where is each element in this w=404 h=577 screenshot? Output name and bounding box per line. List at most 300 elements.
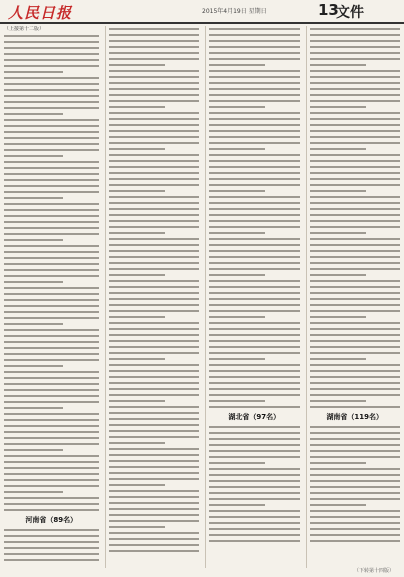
text-placeholder	[109, 202, 200, 205]
text-placeholder	[310, 250, 401, 253]
text-placeholder	[109, 454, 200, 457]
text-placeholder	[4, 263, 99, 266]
text-placeholder	[4, 257, 99, 260]
text-placeholder	[209, 46, 300, 49]
text-placeholder	[310, 462, 366, 465]
text-placeholder	[109, 544, 200, 547]
text-placeholder	[310, 328, 401, 331]
text-placeholder	[109, 490, 200, 493]
text-placeholder	[310, 304, 401, 307]
text-placeholder	[209, 504, 265, 507]
text-placeholder	[109, 388, 200, 391]
text-placeholder	[209, 202, 300, 205]
text-placeholder	[109, 244, 200, 247]
text-placeholder	[310, 498, 401, 501]
text-placeholder	[209, 316, 265, 319]
text-placeholder	[4, 395, 99, 398]
text-placeholder	[109, 298, 200, 301]
list-line	[310, 538, 401, 544]
text-placeholder	[209, 382, 300, 385]
name-list	[4, 527, 99, 563]
text-placeholder	[4, 101, 99, 104]
text-placeholder	[209, 136, 300, 139]
text-placeholder	[209, 178, 300, 181]
text-placeholder	[4, 455, 99, 458]
text-placeholder	[209, 160, 300, 163]
text-placeholder	[209, 322, 300, 325]
text-placeholder	[310, 220, 401, 223]
text-placeholder	[310, 58, 401, 61]
text-placeholder	[209, 28, 300, 31]
text-placeholder	[4, 113, 63, 116]
list-line	[209, 404, 300, 410]
text-placeholder	[209, 444, 300, 447]
text-placeholder	[310, 190, 366, 193]
text-placeholder	[4, 547, 99, 550]
text-placeholder	[310, 376, 401, 379]
continued-note: （下转第十四版）	[353, 568, 394, 574]
text-placeholder	[209, 154, 300, 157]
text-placeholder	[4, 359, 99, 362]
text-placeholder	[310, 438, 401, 441]
text-placeholder	[4, 143, 99, 146]
text-placeholder	[4, 149, 99, 152]
text-placeholder	[209, 64, 265, 67]
list-line	[209, 538, 300, 544]
text-placeholder	[310, 214, 401, 217]
page-number: 13	[318, 1, 339, 19]
text-placeholder	[209, 456, 300, 459]
text-placeholder	[209, 124, 300, 127]
text-placeholder	[109, 346, 200, 349]
text-placeholder	[109, 136, 200, 139]
name-list	[4, 33, 99, 513]
text-placeholder	[209, 88, 300, 91]
text-placeholder	[4, 497, 99, 500]
text-placeholder	[310, 268, 401, 271]
text-placeholder	[209, 304, 300, 307]
text-placeholder	[209, 298, 300, 301]
text-placeholder	[310, 382, 401, 385]
column-1	[4, 26, 99, 568]
text-placeholder	[209, 450, 300, 453]
text-placeholder	[109, 262, 200, 265]
text-placeholder	[209, 528, 300, 531]
text-placeholder	[209, 244, 300, 247]
text-placeholder	[310, 196, 401, 199]
text-placeholder	[4, 245, 99, 248]
text-placeholder	[4, 191, 99, 194]
text-placeholder	[4, 347, 99, 350]
text-placeholder	[310, 444, 401, 447]
text-placeholder	[310, 358, 366, 361]
text-placeholder	[4, 443, 99, 446]
text-placeholder	[310, 100, 401, 103]
text-placeholder	[310, 184, 401, 187]
text-placeholder	[4, 53, 99, 56]
list-line	[4, 507, 99, 513]
text-placeholder	[209, 268, 300, 271]
text-placeholder	[310, 450, 401, 453]
text-placeholder	[209, 394, 300, 397]
text-placeholder	[209, 52, 300, 55]
issue-date: 2015年4月19日 星期日	[202, 8, 267, 15]
text-placeholder	[310, 154, 401, 157]
text-placeholder	[109, 28, 200, 31]
text-placeholder	[209, 400, 265, 403]
text-placeholder	[4, 119, 99, 122]
text-placeholder	[109, 526, 165, 529]
text-placeholder	[109, 418, 200, 421]
text-placeholder	[209, 462, 265, 465]
text-placeholder	[310, 226, 401, 229]
text-placeholder	[209, 388, 300, 391]
text-placeholder	[109, 466, 200, 469]
text-placeholder	[109, 340, 200, 343]
text-placeholder	[4, 65, 99, 68]
text-placeholder	[109, 532, 200, 535]
text-placeholder	[4, 413, 99, 416]
text-placeholder	[310, 112, 401, 115]
text-placeholder	[109, 268, 200, 271]
text-placeholder	[109, 448, 200, 451]
text-placeholder	[4, 203, 99, 206]
text-placeholder	[209, 34, 300, 37]
text-placeholder	[209, 492, 300, 495]
text-placeholder	[109, 520, 200, 523]
text-placeholder	[209, 118, 300, 121]
text-placeholder	[109, 358, 165, 361]
text-placeholder	[4, 197, 63, 200]
text-placeholder	[209, 262, 300, 265]
text-placeholder	[4, 281, 63, 284]
text-placeholder	[310, 322, 401, 325]
text-placeholder	[310, 426, 401, 429]
text-placeholder	[109, 394, 200, 397]
text-placeholder	[310, 286, 401, 289]
text-placeholder	[209, 220, 300, 223]
text-placeholder	[4, 179, 99, 182]
text-placeholder	[209, 286, 300, 289]
text-placeholder	[209, 94, 300, 97]
text-placeholder	[109, 280, 200, 283]
text-placeholder	[310, 474, 401, 477]
text-placeholder	[4, 299, 99, 302]
text-placeholder	[310, 492, 401, 495]
text-placeholder	[4, 125, 99, 128]
text-placeholder	[209, 540, 300, 543]
text-placeholder	[4, 137, 99, 140]
text-placeholder	[109, 430, 200, 433]
text-placeholder	[310, 52, 401, 55]
text-placeholder	[109, 436, 200, 439]
text-placeholder	[310, 280, 401, 283]
text-placeholder	[4, 83, 99, 86]
text-placeholder	[310, 232, 366, 235]
text-placeholder	[109, 364, 200, 367]
text-placeholder	[109, 130, 200, 133]
text-placeholder	[209, 522, 300, 525]
text-placeholder	[109, 232, 165, 235]
text-placeholder	[209, 474, 300, 477]
text-placeholder	[109, 88, 200, 91]
text-placeholder	[310, 394, 401, 397]
name-list	[109, 26, 200, 554]
text-placeholder	[4, 353, 99, 356]
text-placeholder	[109, 190, 165, 193]
text-placeholder	[4, 161, 99, 164]
text-placeholder	[209, 364, 300, 367]
text-placeholder	[209, 172, 300, 175]
text-placeholder	[209, 534, 300, 537]
text-placeholder	[4, 167, 99, 170]
text-placeholder	[209, 70, 300, 73]
text-placeholder	[109, 514, 200, 517]
text-placeholder	[4, 535, 99, 538]
text-placeholder	[4, 305, 99, 308]
text-placeholder	[4, 287, 99, 290]
text-placeholder	[310, 346, 401, 349]
text-placeholder	[310, 504, 366, 507]
text-placeholder	[209, 214, 300, 217]
text-placeholder	[4, 329, 99, 332]
column-2	[105, 26, 200, 568]
text-placeholder	[310, 130, 401, 133]
text-placeholder	[109, 286, 200, 289]
text-placeholder	[209, 238, 300, 241]
text-placeholder	[4, 449, 63, 452]
text-placeholder	[109, 142, 200, 145]
text-placeholder	[4, 425, 99, 428]
text-placeholder	[4, 155, 63, 158]
text-placeholder	[310, 528, 401, 531]
text-placeholder	[4, 419, 99, 422]
text-placeholder	[4, 251, 99, 254]
text-placeholder	[4, 311, 99, 314]
text-placeholder	[109, 172, 200, 175]
text-placeholder	[4, 89, 99, 92]
text-placeholder	[310, 516, 401, 519]
text-placeholder	[209, 208, 300, 211]
text-placeholder	[310, 364, 401, 367]
text-placeholder	[109, 292, 200, 295]
text-placeholder	[109, 310, 200, 313]
text-placeholder	[310, 142, 401, 145]
text-placeholder	[109, 154, 200, 157]
text-placeholder	[310, 244, 401, 247]
text-placeholder	[4, 407, 63, 410]
text-placeholder	[4, 383, 99, 386]
text-placeholder	[209, 480, 300, 483]
text-placeholder	[4, 107, 99, 110]
text-placeholder	[209, 112, 300, 115]
text-placeholder	[209, 250, 300, 253]
text-placeholder	[4, 509, 99, 512]
text-placeholder	[209, 226, 300, 229]
text-placeholder	[109, 178, 200, 181]
text-placeholder	[109, 424, 200, 427]
text-placeholder	[209, 486, 300, 489]
text-placeholder	[109, 64, 165, 67]
text-placeholder	[4, 317, 99, 320]
text-placeholder	[209, 510, 300, 513]
text-placeholder	[109, 160, 200, 163]
text-placeholder	[4, 227, 99, 230]
text-placeholder	[209, 100, 300, 103]
text-placeholder	[310, 274, 366, 277]
text-placeholder	[4, 479, 99, 482]
section-title: 文件	[336, 5, 364, 21]
text-placeholder	[4, 491, 63, 494]
text-placeholder	[209, 468, 300, 471]
text-placeholder	[310, 172, 401, 175]
text-placeholder	[209, 232, 265, 235]
text-placeholder	[4, 371, 99, 374]
text-placeholder	[209, 148, 265, 151]
text-placeholder	[109, 46, 200, 49]
list-line	[109, 548, 200, 554]
text-placeholder	[209, 310, 300, 313]
text-placeholder	[310, 468, 401, 471]
text-placeholder	[209, 438, 300, 441]
text-placeholder	[310, 310, 401, 313]
text-placeholder	[4, 377, 99, 380]
text-placeholder	[4, 293, 99, 296]
text-placeholder	[209, 184, 300, 187]
text-placeholder	[109, 478, 200, 481]
text-placeholder	[109, 376, 200, 379]
text-placeholder	[4, 401, 99, 404]
text-placeholder	[109, 406, 200, 409]
text-placeholder	[310, 148, 366, 151]
text-placeholder	[310, 166, 401, 169]
text-placeholder	[109, 370, 200, 373]
text-placeholder	[310, 76, 401, 79]
text-placeholder	[310, 486, 401, 489]
text-placeholder	[310, 238, 401, 241]
text-placeholder	[310, 94, 401, 97]
text-placeholder	[109, 238, 200, 241]
text-placeholder	[310, 160, 401, 163]
text-placeholder	[4, 467, 99, 470]
text-placeholder	[109, 76, 200, 79]
text-placeholder	[4, 503, 99, 506]
text-placeholder	[4, 553, 99, 556]
text-placeholder	[4, 71, 63, 74]
text-placeholder	[109, 400, 165, 403]
text-placeholder	[209, 370, 300, 373]
text-placeholder	[310, 256, 401, 259]
text-placeholder	[4, 461, 99, 464]
text-placeholder	[109, 166, 200, 169]
text-placeholder	[109, 484, 165, 487]
column-4	[306, 26, 401, 568]
text-placeholder	[109, 508, 200, 511]
text-placeholder	[310, 40, 401, 43]
text-placeholder	[310, 178, 401, 181]
text-placeholder	[310, 534, 401, 537]
text-placeholder	[310, 432, 401, 435]
text-placeholder	[310, 298, 401, 301]
text-placeholder	[109, 502, 200, 505]
province-heading-hubei: 湖北省（97名）	[228, 413, 281, 421]
text-placeholder	[109, 40, 200, 43]
text-placeholder	[4, 47, 99, 50]
text-placeholder	[209, 292, 300, 295]
text-placeholder	[4, 275, 99, 278]
text-placeholder	[109, 550, 200, 553]
masthead	[0, 0, 404, 24]
text-placeholder	[109, 148, 165, 151]
text-placeholder	[310, 400, 366, 403]
text-placeholder	[310, 106, 366, 109]
text-placeholder	[109, 100, 200, 103]
newspaper-logo: 人民日报	[8, 4, 73, 22]
text-placeholder	[209, 432, 300, 435]
text-placeholder	[209, 328, 300, 331]
text-placeholder	[4, 473, 99, 476]
text-placeholder	[209, 340, 300, 343]
text-placeholder	[109, 118, 200, 121]
text-placeholder	[109, 70, 200, 73]
text-placeholder	[209, 40, 300, 43]
text-placeholder	[4, 437, 99, 440]
text-placeholder	[310, 406, 401, 409]
text-placeholder	[209, 498, 300, 501]
text-placeholder	[109, 382, 200, 385]
text-placeholder	[209, 334, 300, 337]
text-placeholder	[209, 352, 300, 355]
text-placeholder	[310, 64, 366, 67]
text-placeholder	[4, 529, 99, 532]
text-placeholder	[109, 226, 200, 229]
text-placeholder	[209, 358, 265, 361]
text-placeholder	[209, 256, 300, 259]
text-placeholder	[4, 323, 63, 326]
list-line	[4, 557, 99, 563]
text-placeholder	[310, 262, 401, 265]
text-placeholder	[109, 328, 200, 331]
text-placeholder	[209, 106, 265, 109]
text-placeholder	[310, 136, 401, 139]
text-placeholder	[209, 190, 265, 193]
text-placeholder	[4, 233, 99, 236]
text-placeholder	[310, 510, 401, 513]
text-placeholder	[310, 208, 401, 211]
text-placeholder	[310, 292, 401, 295]
text-placeholder	[109, 472, 200, 475]
text-placeholder	[109, 322, 200, 325]
text-placeholder	[109, 538, 200, 541]
text-placeholder	[4, 41, 99, 44]
text-placeholder	[109, 52, 200, 55]
text-placeholder	[109, 208, 200, 211]
text-placeholder	[310, 388, 401, 391]
text-placeholder	[109, 106, 165, 109]
text-placeholder	[109, 196, 200, 199]
name-list	[209, 424, 300, 544]
text-placeholder	[109, 316, 165, 319]
text-placeholder	[4, 185, 99, 188]
text-placeholder	[109, 214, 200, 217]
text-placeholder	[310, 28, 401, 31]
text-placeholder	[4, 209, 99, 212]
text-placeholder	[310, 352, 401, 355]
text-placeholder	[109, 124, 200, 127]
text-placeholder	[109, 112, 200, 115]
text-placeholder	[209, 280, 300, 283]
text-placeholder	[109, 274, 165, 277]
